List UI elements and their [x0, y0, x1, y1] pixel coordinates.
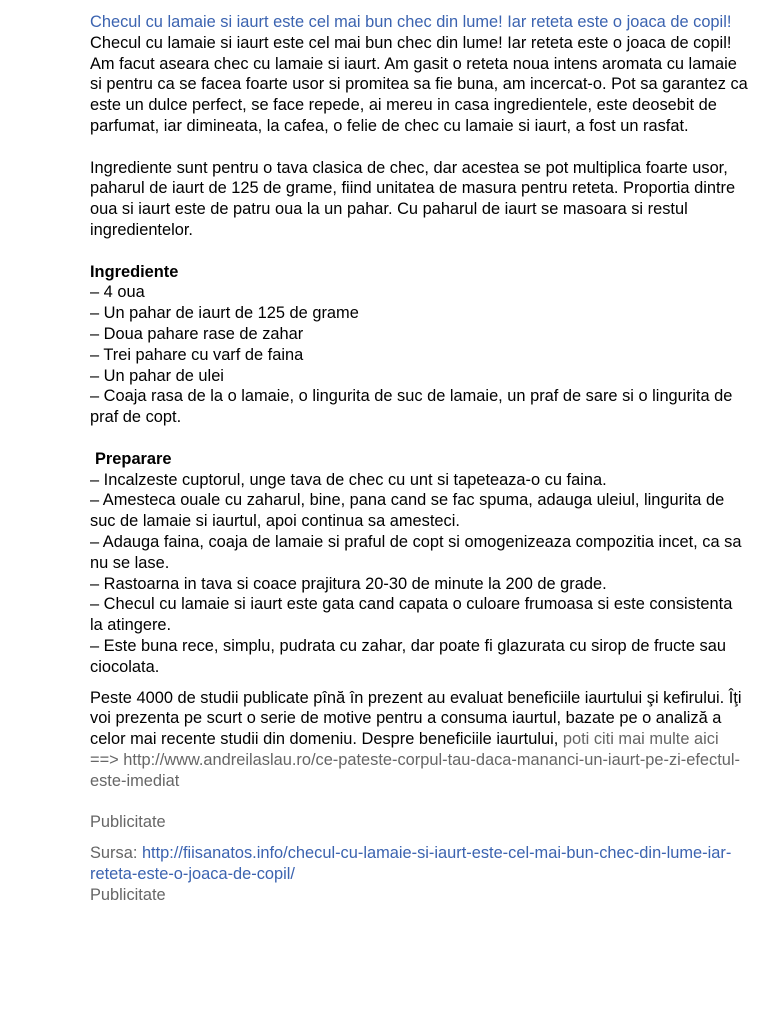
preparation-step: – Checul cu lamaie si iaurt este gata cand capata o culoare frumoasa si este consistenta la atingere. [90, 595, 733, 635]
preparation-step: – Adauga faina, coaja de lamaie si praful de copt si omogenizeaza compozitia incet, ca sa nu se lase. [90, 532, 742, 572]
article-title-link[interactable]: Checul cu lamaie si iaurt este cel mai bun chec din lume! Iar reteta este o joaca de copil! [90, 13, 732, 31]
ingredient-item: – Coaja rasa de la o lamaie, o lingurita de suc de lamaie, un praf de sare si o lingurita de praf de copt. [90, 387, 733, 427]
preparation-step: – Este buna rece, simplu, pudrata cu zahar, dar poate fi glazurata cu sirop de fructe sau ciocolata. [90, 636, 726, 676]
ingredient-item: – 4 oua [90, 283, 145, 302]
ingredient-item: – Un pahar de iaurt de 125 de grame [90, 304, 359, 323]
preparation-step: – Rastoarna in tava si coace prajitura 20-30 de minute la 200 de grade. [90, 574, 607, 593]
benefits-more-link[interactable]: poti citi mai multe aici ==> http://www.andreilaslau.ro/ce-pateste-corpul-tau-daca-mananci-un-iaurt-pe-zi-efectul-este-imediat [90, 730, 741, 790]
preparation-step: – Amesteca ouale cu zaharul, bine, pana cand se fac spuma, adauga uleiul, lingurita de suc de lamaie si iaurtul, apoi continua sa amesteci. [90, 491, 725, 531]
source-label: Sursa: [90, 844, 142, 863]
source-link[interactable]: http://fiisanatos.info/checul-cu-lamaie-si-iaurt-este-cel-mai-bun-chec-din-lume-iar-reteta-este-o-joaca-de-copil/ [90, 844, 732, 883]
ingredient-item: – Trei pahare cu varf de faina [90, 345, 304, 364]
benefits-paragraph [90, 688, 748, 792]
preparation-step: – Incalzeste cuptorul, unge tava de chec cu unt si tapeteaza-o cu faina. [90, 470, 607, 489]
ingredients-section [90, 262, 748, 428]
ingredient-item: – Doua pahare rase de zahar [90, 324, 304, 343]
ad-label-bottom: Publicitate [90, 885, 166, 904]
ingredients-note-paragraph: Ingrediente sunt pentru o tava clasica de chec, dar acestea se pot multiplica foarte usor, paharul de iaurt de 125 de grame, fiind unitatea de masura pentru reteta. Proportia dintre oua si iaurt este de patru oua la un pahar. Cu paharul de iaurt se masoara si restul ingredientelor. [90, 158, 736, 239]
article [90, 12, 748, 905]
ingredients-heading: Ingrediente [90, 262, 179, 281]
preparation-section [90, 449, 748, 678]
preparation-heading: Preparare [95, 449, 172, 468]
intro-paragraph: Checul cu lamaie si iaurt este cel mai bun chec din lume! Iar reteta este o joaca de copil! Am facut aseara chec cu lamaie si iaurt. Am gasit o reteta noua intens aromata cu lamaie si pentru ca se facea foarte usor si promitea sa fie buna, am incercat-o. Pot sa garantez ca este un dulce perfect, se face repede, ai mereu in casa ingredientele, este deosebit de parfumat, iar dimineata, la cafea, o felie de chec cu lamaie si iaurt, a fost un rasfat. [90, 33, 748, 135]
benefits-text: Peste 4000 de studii publicate pînă în prezent au evaluat beneficiile iaurtului şi kefirului. Îţi voi prezenta pe scurt o serie de motive pentru a consuma iaurtul, bazate pe o analiză a celor mai recente studii din domeniu. Despre beneficiile iaurtului, [90, 688, 742, 749]
ingredient-item: – Un pahar de ulei [90, 366, 224, 385]
source-line [90, 843, 748, 885]
ad-label: Publicitate [90, 813, 166, 832]
